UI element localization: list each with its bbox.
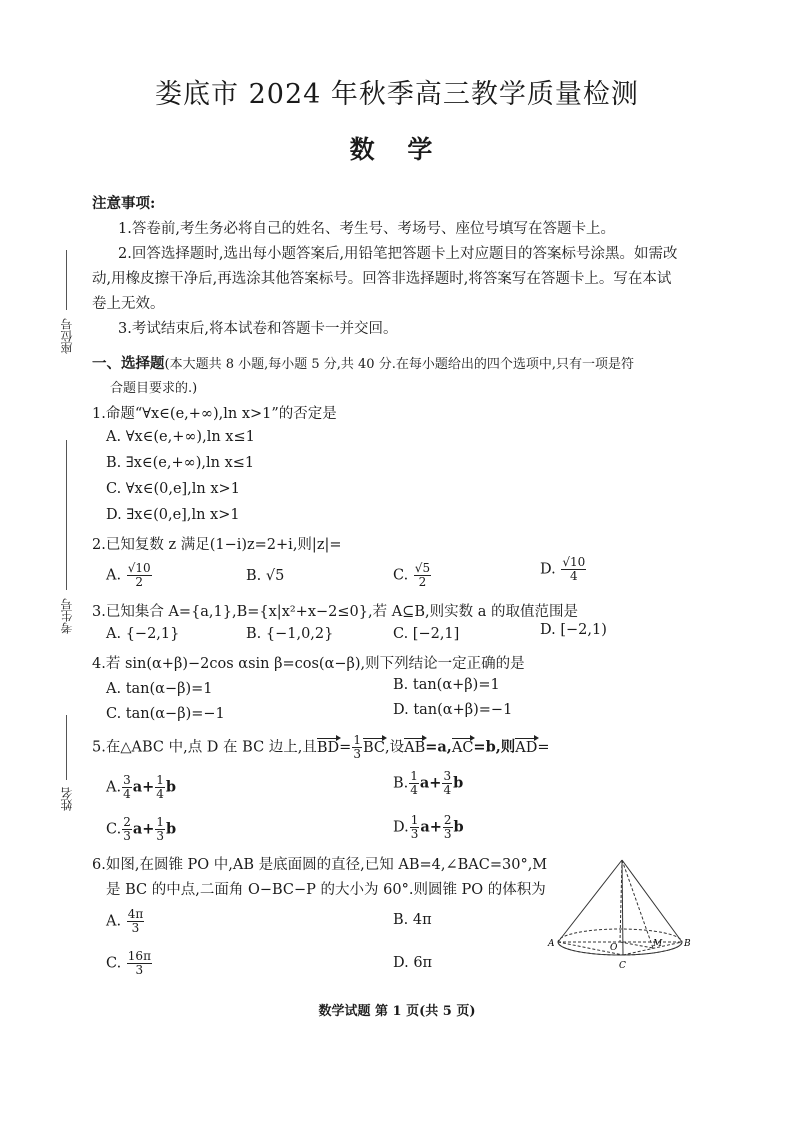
q5-c-d2: 3 bbox=[156, 829, 165, 843]
q5-a-label: A. bbox=[106, 779, 122, 796]
q5-eq-b: =b,则 bbox=[473, 738, 516, 756]
q5-eq-a: =a, bbox=[425, 738, 452, 756]
q5-c-d1: 3 bbox=[123, 829, 131, 843]
note-3: 3.考试结束后,将本试卷和答题卡一并交回。 bbox=[118, 321, 398, 337]
q3-option-b: B. {−1,0,2} bbox=[246, 626, 334, 642]
q5-d-end: b bbox=[453, 818, 464, 836]
cone-figure bbox=[545, 852, 695, 972]
fig-label-c: C bbox=[619, 961, 626, 971]
q5-frac-den: 3 bbox=[353, 747, 361, 761]
q3-option-c: C. [−2,1] bbox=[393, 626, 460, 642]
q5-end: = bbox=[537, 739, 550, 756]
sidebar-rule-seat bbox=[66, 250, 67, 310]
q3-option-a: A. {−2,1} bbox=[106, 626, 180, 642]
q5-d-frac1 bbox=[410, 814, 420, 841]
page-footer: 数学试题 第 1 页(共 5 页) bbox=[318, 1004, 476, 1019]
q1-option-b: B. ∃x∈(e,+∞),ln x≤1 bbox=[106, 455, 255, 471]
q4-option-b: B. tan(α+β)=1 bbox=[393, 677, 500, 693]
q6-a-fraction bbox=[127, 908, 145, 935]
sidebar-seat-label: 座位号 bbox=[60, 318, 74, 354]
q1-option-c: C. ∀x∈(0,e],ln x>1 bbox=[106, 481, 240, 497]
q1-option-d: D. ∃x∈(0,e],ln x>1 bbox=[106, 507, 240, 523]
q3-option-d: D. [−2,1) bbox=[540, 622, 607, 638]
q5-stem bbox=[92, 734, 550, 761]
fig-label-b: B bbox=[684, 939, 691, 949]
q5-a-frac1 bbox=[122, 774, 132, 801]
q2-a-label: A. bbox=[106, 567, 122, 584]
fig-label-m: M bbox=[653, 939, 663, 949]
q5-d-n2: 2 bbox=[443, 813, 452, 827]
q5-a-mid: a+ bbox=[132, 778, 155, 796]
q4-option-c: C. tan(α−β)=−1 bbox=[106, 706, 225, 722]
note-1: 1.答卷前,考生务必将自己的姓名、考生号、考场号、座位号填写在答题卡上。 bbox=[118, 221, 615, 237]
q5-b-frac1 bbox=[409, 770, 419, 797]
section-heading: 一、选择题 bbox=[92, 355, 165, 372]
q2-d-label: D. bbox=[540, 561, 556, 578]
q5-b-d2: 4 bbox=[443, 783, 452, 797]
cone-pm bbox=[622, 860, 653, 948]
q2-c-den: 2 bbox=[418, 575, 427, 589]
q2-option-d bbox=[540, 556, 587, 583]
q5-b-d1: 4 bbox=[410, 783, 418, 797]
section-heading-line bbox=[92, 352, 634, 373]
q5-b-frac2 bbox=[442, 770, 452, 797]
cone-side-left bbox=[558, 860, 622, 942]
q6-c-fraction bbox=[127, 950, 152, 977]
q6-option-d: D. 6π bbox=[393, 955, 433, 971]
q6-a-num: 4π bbox=[127, 907, 144, 921]
q5-eq: = bbox=[339, 739, 352, 756]
q5-b-n1: 1 bbox=[410, 769, 418, 783]
fig-label-a: A bbox=[548, 939, 555, 949]
q2-option-c bbox=[393, 562, 432, 589]
q6-option-b: B. 4π bbox=[393, 912, 432, 928]
q2-a-num: √10 bbox=[127, 561, 151, 575]
q5-c-n2: 1 bbox=[156, 815, 165, 829]
q5-c-mid: a+ bbox=[132, 820, 155, 838]
q5-c-label: C. bbox=[106, 821, 122, 838]
cone-om bbox=[620, 942, 653, 948]
q5-option-a bbox=[106, 774, 176, 801]
q6-a-den: 3 bbox=[131, 921, 140, 935]
q5-stem-pre: 5.在△ABC 中,点 D 在 BC 边上,且 bbox=[92, 739, 317, 756]
q4-option-d: D. tan(α+β)=−1 bbox=[393, 702, 513, 718]
q5-a-frac2 bbox=[155, 774, 165, 801]
q5-frac-num: 1 bbox=[353, 733, 361, 747]
q5-a-d2: 4 bbox=[156, 787, 164, 801]
cone-pc bbox=[622, 860, 623, 955]
q6-c-num: 16π bbox=[127, 949, 151, 963]
q5-option-c bbox=[106, 816, 176, 843]
q5-option-d bbox=[393, 814, 464, 841]
q4-stem: 4.若 sin(α+β)−2cos αsin β=cos(α−β),则下列结论一定正确的是 bbox=[92, 656, 525, 672]
q2-a-fraction bbox=[127, 562, 152, 589]
q5-d-n1: 1 bbox=[410, 813, 419, 827]
q5-vec-bd: BD bbox=[316, 739, 340, 756]
q2-d-fraction bbox=[561, 556, 586, 583]
q6-c-label: C. bbox=[106, 955, 122, 972]
note-2-cont: 动,用橡皮擦干净后,再选涂其他答案标号。回答非选择题时,将答案写在答题卡上。写在本试 bbox=[92, 271, 672, 287]
q4-option-a: A. tan(α−β)=1 bbox=[106, 681, 213, 697]
q5-option-b bbox=[393, 770, 463, 797]
fig-label-o: O bbox=[610, 943, 618, 953]
q5-d-d2: 3 bbox=[443, 827, 452, 841]
q5-vec-ab: AB bbox=[404, 739, 426, 756]
q6-c-den: 3 bbox=[135, 963, 144, 977]
sidebar-rule-exam-no bbox=[66, 440, 67, 590]
q6-stem-1: 6.如图,在圆锥 PO 中,AB 是底面圆的直径,已知 AB=4,∠BAC=30°,M bbox=[92, 857, 548, 873]
q2-c-num: √5 bbox=[414, 561, 431, 575]
exam-title: 娄底市 2024 年秋季高三教学质量检测 bbox=[155, 79, 639, 110]
q2-option-a bbox=[106, 562, 153, 589]
q1-option-a: A. ∀x∈(e,+∞),ln x≤1 bbox=[106, 429, 255, 445]
q5-d-frac2 bbox=[443, 814, 453, 841]
sidebar-rule-name bbox=[66, 715, 67, 780]
notes-heading: 注意事项: bbox=[92, 195, 156, 212]
q6-stem-2: 是 BC 的中点,二面角 O−BC−P 的大小为 60°.则圆锥 PO 的体积为 bbox=[106, 882, 546, 898]
q6-option-a bbox=[106, 908, 145, 935]
q5-b-mid: a+ bbox=[419, 774, 442, 792]
q5-a-d1: 4 bbox=[123, 787, 131, 801]
q2-d-num: √10 bbox=[562, 555, 586, 569]
q1-stem: 1.命题“∀x∈(e,+∞),ln x>1”的否定是 bbox=[92, 406, 337, 422]
q5-c-frac2 bbox=[155, 816, 165, 843]
q6-option-c bbox=[106, 950, 153, 977]
q5-frac bbox=[352, 734, 362, 761]
note-2-end: 卷上无效。 bbox=[92, 296, 165, 312]
sidebar-name-label: 姓名 bbox=[60, 787, 74, 811]
q2-d-den: 4 bbox=[569, 569, 578, 583]
q2-c-label: C. bbox=[393, 567, 409, 584]
q5-d-d1: 3 bbox=[410, 827, 419, 841]
q2-c-fraction bbox=[414, 562, 431, 589]
q5-vec-bc: BC bbox=[362, 739, 385, 756]
cone-base-front bbox=[558, 942, 682, 955]
sidebar-exam-no-label: 考生号 bbox=[60, 598, 74, 634]
note-2: 2.回答选择题时,选出每小题答案后,用铅笔把答题卡上对应题目的答案标号涂黑。如需改 bbox=[118, 246, 678, 262]
q5-a-n1: 3 bbox=[123, 773, 131, 787]
q5-vec-ac: AC bbox=[451, 739, 474, 756]
q5-b-label: B. bbox=[393, 775, 409, 792]
subject-title: 数 学 bbox=[349, 135, 445, 164]
q5-b-n2: 3 bbox=[443, 769, 452, 783]
q2-a-den: 2 bbox=[135, 575, 143, 589]
q5-vec-ad: AD bbox=[515, 739, 538, 756]
q5-mid1: ,设 bbox=[385, 739, 405, 756]
q3-stem: 3.已知集合 A={a,1},B={x|x²+x−2≤0},若 A⊆B,则实数 a 的取值范围是 bbox=[92, 604, 578, 620]
section-desc-2: 合题目要求的.) bbox=[110, 381, 198, 396]
q5-c-end: b bbox=[166, 820, 177, 838]
q5-a-n2: 1 bbox=[156, 773, 164, 787]
q5-b-end: b bbox=[453, 774, 464, 792]
q2-stem: 2.已知复数 z 满足(1−i)z=2+i,则|z|= bbox=[92, 537, 342, 553]
q5-c-frac1 bbox=[122, 816, 132, 843]
q2-option-b: B. √5 bbox=[246, 568, 285, 584]
q5-a-end: b bbox=[165, 778, 177, 796]
cone-po bbox=[620, 860, 622, 942]
q5-d-mid: a+ bbox=[420, 818, 442, 836]
q6-a-label: A. bbox=[106, 913, 122, 930]
q5-c-n1: 2 bbox=[123, 815, 131, 829]
q5-d-label: D. bbox=[393, 819, 409, 836]
section-desc-1: (本大题共 8 小题,每小题 5 分,共 40 分.在每小题给出的四个选项中,只有一项是符 bbox=[164, 357, 634, 372]
